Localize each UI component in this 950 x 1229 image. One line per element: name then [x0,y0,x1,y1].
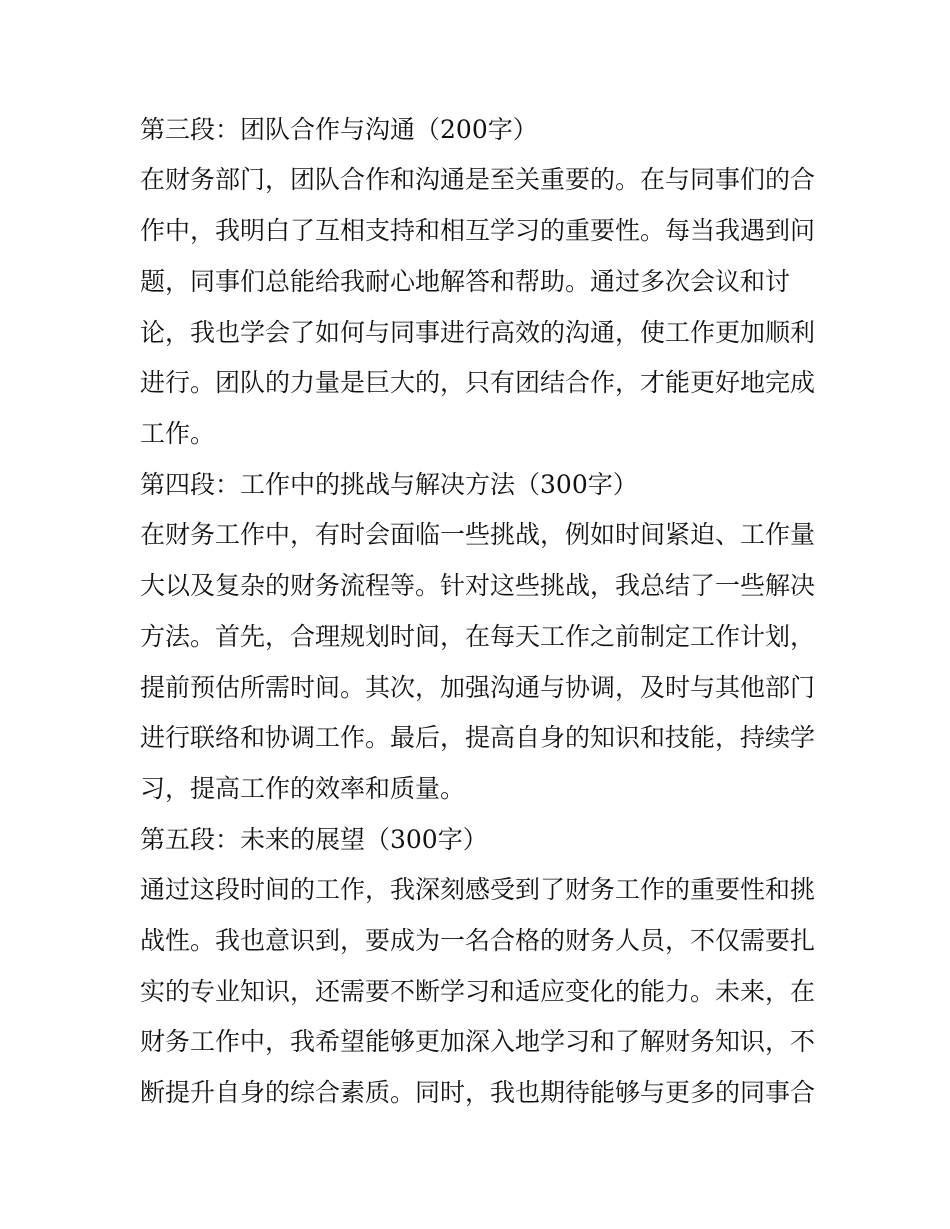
section-heading-3: 第三段：团队合作与沟通（200字） [140,115,538,144]
paragraph-line: 工作。 [140,419,216,448]
paragraph-line: 进行。团队的力量是巨大的，只有团结合作，才能更好地完成 [140,368,816,397]
paragraph-line: 战性。我也意识到，要成为一名合格的财务人员，不仅需要扎 [140,926,816,955]
paragraph-line: 题，同事们总能给我耐心地解答和帮助。通过多次会议和讨 [140,267,791,296]
section-heading-4: 第四段：工作中的挑战与解决方法（300字） [140,470,638,499]
paragraph-line: 方法。首先，合理规划时间，在每天工作之前制定工作计划， [140,622,816,651]
paragraph-line: 论，我也学会了如何与同事进行高效的沟通，使工作更加顺利 [140,318,816,347]
paragraph-line: 断提升自身的综合素质。同时，我也期待能够与更多的同事合 [140,1078,816,1107]
section-heading-5: 第五段：未来的展望（300字） [140,825,488,854]
paragraph-line: 作中，我明白了互相支持和相互学习的重要性。每当我遇到问 [140,216,816,245]
paragraph-line: 习，提高工作的效率和质量。 [140,774,466,803]
paragraph-line: 财务工作中，我希望能够更加深入地学习和了解财务知识，不 [140,1027,816,1056]
paragraph-line: 在财务部门，团队合作和沟通是至关重要的。在与同事们的合 [140,165,816,194]
paragraph-line: 实的专业知识，还需要不断学习和适应变化的能力。未来，在 [140,977,816,1006]
paragraph-line: 大以及复杂的财务流程等。针对这些挑战，我总结了一些解决 [140,571,816,600]
paragraph-line: 在财务工作中，有时会面临一些挑战，例如时间紧迫、工作量 [140,520,816,549]
paragraph-line: 提前预估所需时间。其次，加强沟通与协调，及时与其他部门 [140,673,816,702]
paragraph-line: 进行联络和协调工作。最后，提高自身的知识和技能，持续学 [140,723,816,752]
paragraph-line: 通过这段时间的工作，我深刻感受到了财务工作的重要性和挑 [140,875,816,904]
